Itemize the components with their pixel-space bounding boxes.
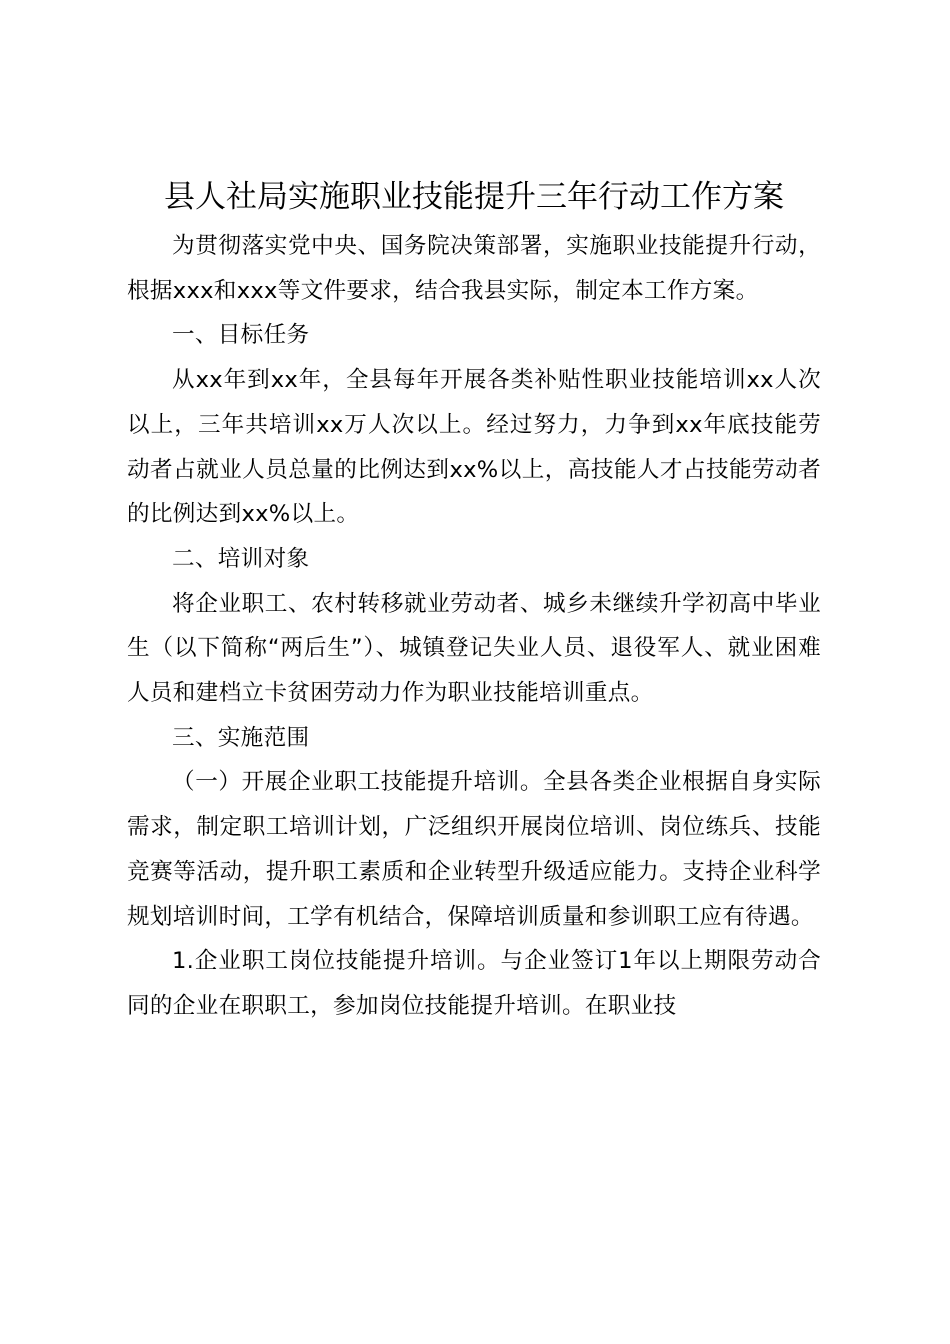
section-heading-goals: 一、目标任务 xyxy=(172,322,310,349)
document-page xyxy=(127,170,821,1029)
scope-paragraph-1: （一）开展企业职工技能提升培训。全县各类企业根据自身实际需求，制定职工培训计划，广泛组织开展岗位培训、岗位练兵、技能竞赛等活动，提升职工素质和企业转型升级适应能力。支持企业科学规划培训时间，工学有机结合，保障培训质量和参训职工应有待遇。 xyxy=(127,769,821,930)
section-heading-scope: 三、实施范围 xyxy=(172,724,310,751)
section-heading-targets: 二、培训对象 xyxy=(172,545,310,572)
scope-paragraph-2: 1.企业职工岗位技能提升培训。与企业签订1年以上期限劳动合同的企业在职职工，参加岗位技能提升培训。在职业技 xyxy=(127,948,821,1019)
document-title: 县人社局实施职业技能提升三年行动工作方案 xyxy=(164,179,784,215)
goals-paragraph: 从xx年到xx年，全县每年开展各类补贴性职业技能培训xx人次以上，三年共培训xx万人次以上。经过努力，力争到xx年底技能劳动者占就业人员总量的比例达到xx%以上，高技能人才占技能劳动者的比例达到xx%以上。 xyxy=(127,367,821,528)
targets-paragraph: 将企业职工、农村转移就业劳动者、城乡未继续升学初高中毕业生（以下简称“两后生”）、城镇登记失业人员、退役军人、就业困难人员和建档立卡贫困劳动力作为职业技能培训重点。 xyxy=(127,590,821,707)
intro-paragraph: 为贯彻落实党中央、国务院决策部署，实施职业技能提升行动，根据xxx和xxx等文件要求，结合我县实际，制定本工作方案。 xyxy=(127,233,821,304)
